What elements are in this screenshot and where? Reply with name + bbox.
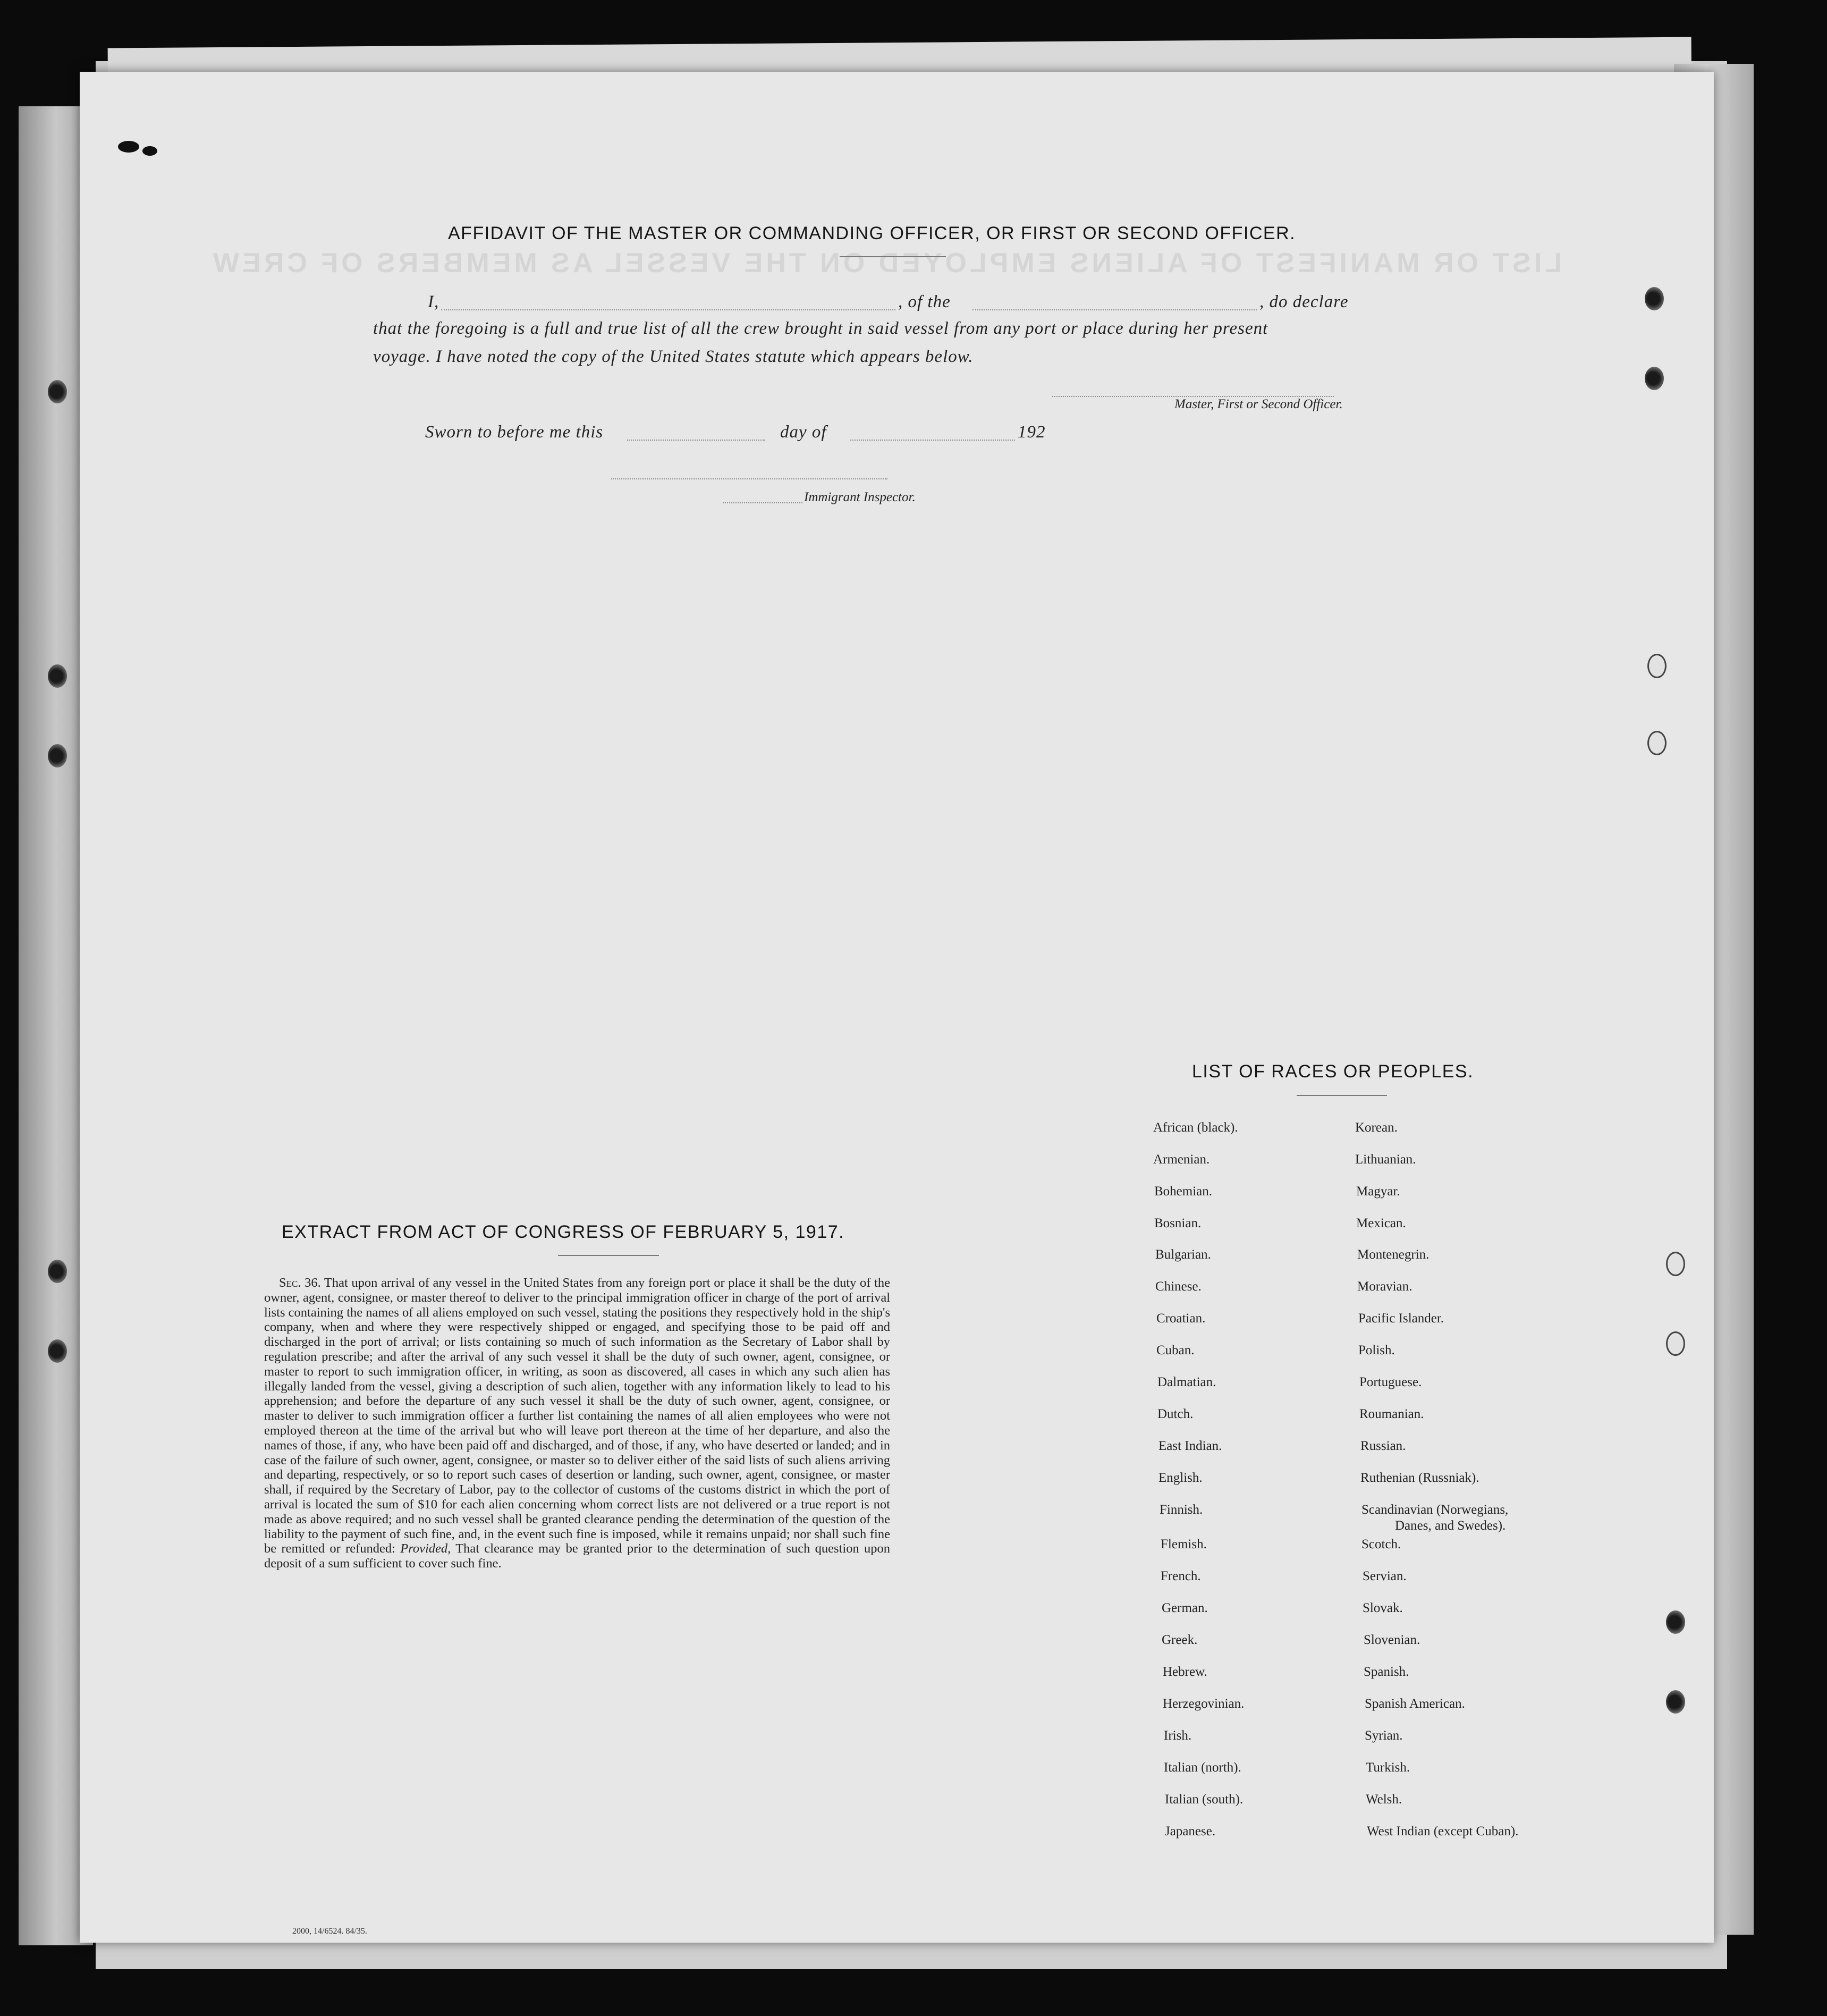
- punch-hole: [1647, 654, 1667, 678]
- race-right: Ruthenian (Russniak).: [1360, 1471, 1479, 1485]
- race-left: Croatian.: [1156, 1311, 1206, 1326]
- punch-hole: [48, 1339, 67, 1363]
- race-left: Italian (north).: [1164, 1760, 1241, 1775]
- extract-title: EXTRACT FROM ACT OF CONGRESS OF FEBRUARY 5, 1917.: [282, 1222, 845, 1242]
- race-right: Syrian.: [1365, 1728, 1403, 1743]
- race-left: East Indian.: [1158, 1439, 1222, 1453]
- sworn-month-blank: [850, 440, 1015, 441]
- race-right: Magyar.: [1356, 1184, 1400, 1199]
- document-page: [80, 72, 1714, 1943]
- race-right: Turkish.: [1366, 1760, 1410, 1775]
- punch-hole: [48, 380, 67, 403]
- races-title-rule: [1297, 1095, 1387, 1096]
- punch-hole: [1666, 1331, 1685, 1356]
- punch-hole: [1647, 731, 1667, 755]
- race-left: Hebrew.: [1163, 1665, 1207, 1679]
- affidavit-line2: that the foregoing is a full and true list of all the crew brought in said vessel from any port or place during her present: [373, 319, 1268, 338]
- punch-hole: [48, 744, 67, 767]
- race-left: Bosnian.: [1154, 1216, 1202, 1230]
- ink-blot: [142, 146, 157, 156]
- affidavit-i: I,: [428, 292, 439, 311]
- title-rule: [840, 256, 946, 257]
- race-left: Cuban.: [1156, 1343, 1195, 1357]
- vessel-blank: [972, 309, 1257, 310]
- race-left: Armenian.: [1153, 1152, 1210, 1167]
- punch-hole: [1666, 1690, 1685, 1714]
- extract-body: [264, 1276, 890, 1571]
- affidavit-of-the: , of the: [898, 292, 951, 311]
- race-left: Japanese.: [1165, 1824, 1216, 1838]
- race-left: Bohemian.: [1154, 1184, 1213, 1199]
- race-right: Scandinavian (Norwegians,: [1361, 1503, 1509, 1517]
- race-right: Roumanian.: [1359, 1407, 1424, 1421]
- race-right: Polish.: [1358, 1343, 1395, 1357]
- sworn-day-of: day of: [780, 423, 827, 442]
- race-left: African (black).: [1153, 1120, 1238, 1135]
- punch-hole: [1666, 1610, 1685, 1634]
- race-left: Finnish.: [1160, 1503, 1203, 1517]
- sworn-year: 192: [1018, 423, 1046, 442]
- race-right: Pacific Islander.: [1358, 1311, 1444, 1326]
- race-left: Greek.: [1162, 1633, 1198, 1647]
- race-left: Dalmatian.: [1157, 1375, 1216, 1389]
- inspector-lead-dots: [723, 502, 802, 503]
- race-right: Korean.: [1355, 1120, 1398, 1135]
- race-right: Servian.: [1363, 1569, 1407, 1583]
- inspector-signature-blank: [611, 478, 887, 479]
- race-right: Lithuanian.: [1355, 1152, 1416, 1167]
- race-right: Slovenian.: [1364, 1633, 1420, 1647]
- race-right: Spanish.: [1364, 1665, 1409, 1679]
- name-blank: [441, 309, 895, 310]
- provided-word: Provided,: [400, 1541, 451, 1556]
- bleed-through-text: LIST OR MANIFEST OF ALIENS EMPLOYED ON THE VESSEL AS MEMBERS OF CREW: [210, 248, 1562, 279]
- race-right: Slovak.: [1363, 1601, 1403, 1615]
- race-right: Welsh.: [1366, 1792, 1402, 1807]
- race-right: Russian.: [1360, 1439, 1406, 1453]
- race-left: Bulgarian.: [1155, 1247, 1211, 1262]
- race-right: Scotch.: [1361, 1537, 1401, 1551]
- punch-hole: [48, 664, 67, 688]
- race-left: Dutch.: [1157, 1407, 1194, 1421]
- race-right: West Indian (except Cuban).: [1367, 1824, 1519, 1838]
- race-right: Portuguese.: [1359, 1375, 1422, 1389]
- affidavit-declare: , do declare: [1259, 292, 1349, 311]
- race-left: Chinese.: [1155, 1279, 1202, 1294]
- sworn-day-blank: [627, 440, 765, 441]
- race-right: Spanish American.: [1365, 1697, 1465, 1711]
- race-left: English.: [1158, 1471, 1203, 1485]
- race-right: Mexican.: [1356, 1216, 1406, 1230]
- race-left: German.: [1162, 1601, 1208, 1615]
- punch-hole: [1666, 1252, 1685, 1276]
- race-right: Montenegrin.: [1357, 1247, 1430, 1262]
- master-signature-label: Master, First or Second Officer.: [1174, 397, 1343, 411]
- races-title: LIST OF RACES OR PEOPLES.: [1192, 1061, 1474, 1082]
- punch-hole: [48, 1260, 67, 1283]
- extract-text-part2: That clearance may be granted prior to the determination of such question upon deposit of a sum sufficient to cover such fine.: [264, 1541, 891, 1571]
- punch-hole: [1645, 287, 1664, 310]
- punch-hole: [1645, 367, 1664, 390]
- affidavit-title: AFFIDAVIT OF THE MASTER OR COMMANDING OFFICER, OR FIRST OR SECOND OFFICER.: [448, 223, 1296, 243]
- print-code: 2000, 14/6524. 84/35.: [292, 1927, 367, 1936]
- section-label: Sec. 36.: [279, 1276, 321, 1290]
- race-left: Flemish.: [1161, 1537, 1207, 1551]
- sworn-prefix: Sworn to before me this: [425, 423, 604, 442]
- extract-title-rule: [558, 1255, 659, 1256]
- inspector-label: Immigrant Inspector.: [804, 490, 916, 504]
- ink-blot: [118, 141, 139, 153]
- race-left: Italian (south).: [1165, 1792, 1244, 1807]
- race-left: Irish.: [1164, 1728, 1192, 1743]
- race-left: Herzegovinian.: [1163, 1697, 1245, 1711]
- affidavit-line3: voyage. I have noted the copy of the United States statute which appears below.: [373, 347, 974, 366]
- race-right: Moravian.: [1357, 1279, 1412, 1294]
- extract-text-part1: That upon arrival of any vessel in the United States from any foreign port or place it shall be the duty of the owner, agent, consignee, or master thereof to deliver to the principal immigration officer in charge of the port of arrival lists containing the names of all aliens employed on such vessel, stating the positions they respectively hold in the ship's company, when and where they were respectively shipped or engaged, and specifying those to be paid off and discharged in the port of arrival; or lists containing so much of such information as the Secretary of Labor shall by regulation prescribe; and after the arrival of any such vessel it shall be the duty of such owner, agent, consignee, or master to report to such immigration officer, in writing, as soon as discovered, all cases in which any such alien has illegally landed from the vessel, giving a description of such alien, together with any information likely to lead to his apprehension; and before the departure of any such vessel it shall be the duty of such owner, agent, consignee, or master to deliver to such immigration officer a further list containing the names of all alien employees who were not employed thereon at the time of the arrival but who will leave port thereon at the time of her departure, and also the names of those, if any, who have been paid off and discharged, and of those, if any, who have deserted or landed; and in case of the failure of such owner, agent, consignee, or master so to deliver either of the said lists of such aliens arriving and departing, respectively, or so to report such cases of desertion or landing, such owner, agent, consignee, or master shall, if required by the Secretary of Labor, pay to the collector of customs of the customs district in which the port of arrival is located the sum of $10 for each alien concerning whom correct lists are not delivered or a true report is not made as above required; and no such vessel shall be granted clearance pending the determination of the question of the liability to the payment of such fine, and, in the event such fine is imposed, while it remains unpaid; nor shall such fine be remitted or refunded:: [264, 1276, 890, 1556]
- race-left: French.: [1161, 1569, 1201, 1583]
- race-right: Danes, and Swedes).: [1395, 1519, 1506, 1533]
